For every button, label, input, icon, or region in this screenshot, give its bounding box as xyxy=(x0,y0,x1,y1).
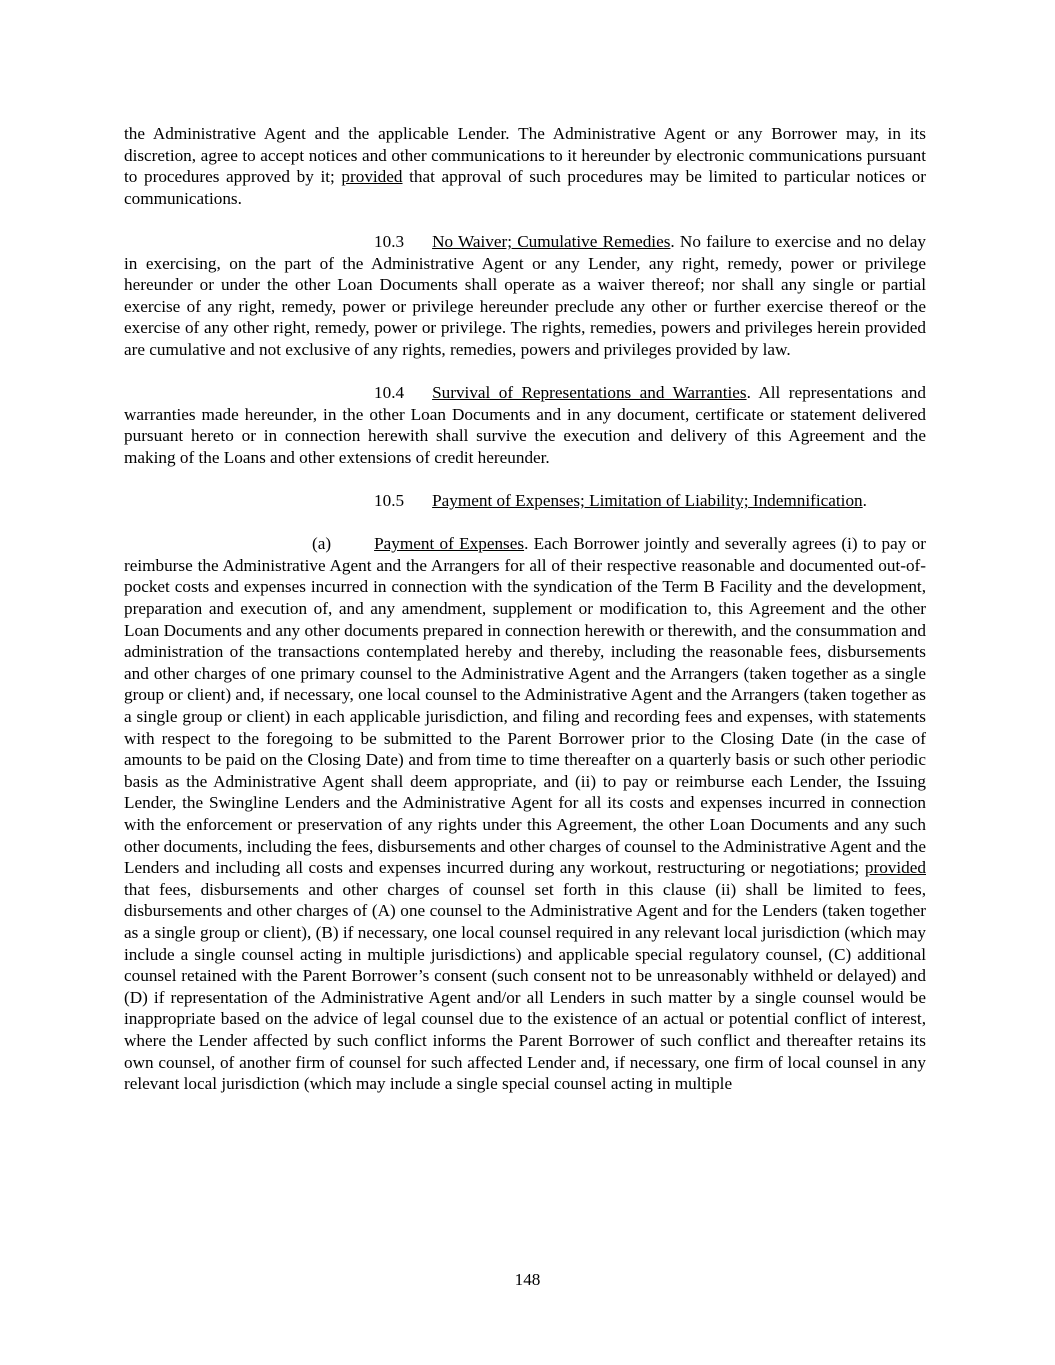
paragraph-notices-continued xyxy=(124,123,926,209)
section-10-3 xyxy=(124,231,926,361)
section-title-period: . xyxy=(862,491,867,511)
section-number: 10.3 xyxy=(374,231,405,251)
section-gap xyxy=(404,231,432,253)
section-title: Payment of Expenses; Limitation of Liability; Indemnification xyxy=(432,491,863,511)
subsection-title: Payment of Expenses xyxy=(374,534,525,554)
section-gap xyxy=(404,382,432,404)
notices-text-end: that approval of such procedures may be limited to particular notices or communications. xyxy=(124,167,926,208)
section-number: 10.4 xyxy=(374,383,405,403)
page-number: 148 xyxy=(514,1270,541,1289)
section-number: 10.5 xyxy=(374,491,405,511)
provided-term: provided xyxy=(864,858,926,878)
section-10-5-heading xyxy=(124,490,926,512)
document-page xyxy=(124,123,926,1116)
section-title: No Waiver; Cumulative Remedies xyxy=(432,231,671,251)
subsection-10-5-a xyxy=(124,533,926,1094)
subsection-label: (a) xyxy=(312,534,332,554)
section-body: . All representations and warranties made hereunder, in the other Loan Documents and in any document, certificate or statement delivered pursuant hereto or in connection herewith shall survive the execution and delivery of this Agreement and the making of the Loans and other extensions of credit hereunder. xyxy=(124,383,926,467)
provided-term: provided xyxy=(341,167,403,187)
section-10-4 xyxy=(124,382,926,468)
section-gap xyxy=(404,490,432,512)
section-title: Survival of Representations and Warranties xyxy=(432,383,747,403)
section-body: . No failure to exercise and no delay in exercising, on the part of the Administrative Agent or any Lender, any right, remedy, power or privilege hereunder or under the other Loan Documents shall operate as a waiver thereof; nor shall any single or partial exercise of any right, remedy, power or privilege hereunder preclude any other or further exercise thereof or the exercise of any other right, remedy, power or privilege. The rights, remedies, powers and privileges herein provided are cumulative and not exclusive of any rights, remedies, powers and privileges provided by law. xyxy=(124,231,926,359)
notices-text-start: the Administrative Agent and the applicable Lender. The Administrative Agent or any Borrower may, in its discretion, agree to accept notices and other communications to it hereunder by electronic communications pursuant to procedures approved by it; xyxy=(124,124,926,187)
subsection-body-part1: . Each Borrower jointly and severally agrees (i) to pay or reimburse the Administrative Agent and the Arrangers for all of their respective reasonable and documented out-of-pocket costs and expenses incurred in connection with the syndication of the Term B Facility and the development, preparation and execution of, and any amendment, supplement or modification to, this Agreement and the other Loan Documents and any other documents prepared in connection herewith or therewith, and the consummation and administration of the transactions contemplated hereby and thereby, including the reasonable fees, disbursements and other charges of one primary counsel to the Administrative Agent and the Arrangers (taken together as a single group or client) and, if necessary, one local counsel to the Administrative Agent and the Arrangers (taken together as a single group or client) in each applicable jurisdiction, and filing and recording fees and expenses, with statements with respect to the foregoing to be submitted to the Parent Borrower prior to the Closing Date (in the case of amounts to be paid on the Closing Date) and from time to time thereafter on a quarterly basis or such other periodic basis as the Administrative Agent shall deem appropriate, and (ii) to pay or reimburse each Lender, the Issuing Lender, the Swingline Lenders and the Administrative Agent for all its costs and expenses incurred in connection with the enforcement or preservation of any rights under this Agreement, the other Loan Documents and any such other documents, including the fees, disbursements and other charges of counsel to the Administrative Agent and the Lenders and including all costs and expenses incurred during any workout, restructuring or negotiations; xyxy=(124,534,926,878)
subsection-body-part2: that fees, disbursements and other charges of counsel set forth in this clause (ii) shall be limited to fees, disbursements and other charges of (A) one counsel to the Administrative Agent and for the Lenders (taken together as a single group or client), (B) if necessary, one local counsel required in any relevant local jurisdiction (which may include a single counsel acting in multiple jurisdictions) and applicable special regulatory counsel, (C) additional counsel retained with the Parent Borrower’s consent (such consent not to be unreasonably withheld or delayed) and (D) if representation of the Administrative Agent and/or all Lenders in such matter by a single counsel would be inappropriate based on the advice of legal counsel due to the existence of an actual or potential conflict of interest, where the Lender affected by such conflict informs the Parent Borrower of such conflict and thereafter retains its own counsel, of another firm of counsel for such affected Lender and, if necessary, one firm of local counsel in any relevant local jurisdiction (which may include a single special counsel acting in multiple xyxy=(124,879,926,1094)
